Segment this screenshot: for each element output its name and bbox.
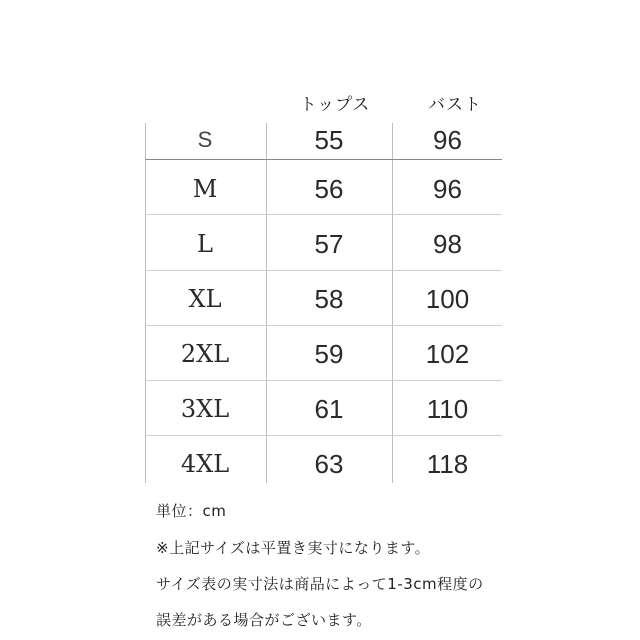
size-cell: 3XL <box>180 395 230 423</box>
tops-cell: 57 <box>314 229 344 259</box>
size-cell: S <box>197 127 213 152</box>
table-row <box>145 274 502 324</box>
bust-cell: 96 <box>433 174 462 204</box>
table-row <box>145 164 502 214</box>
header-bust: バスト <box>428 95 482 115</box>
bust-cell: 100 <box>425 284 470 314</box>
size-cell: L <box>197 230 213 258</box>
tops-cell: 63 <box>314 449 344 479</box>
size-cell: XL <box>188 285 222 313</box>
row-divider <box>145 325 502 326</box>
bust-cell: 96 <box>433 125 462 155</box>
measurement-note: ※上記サイズは平置き実寸になります。 <box>156 539 431 557</box>
bust-cell: 102 <box>425 339 470 369</box>
bust-cell: 110 <box>426 394 469 424</box>
unit-note: 単位：cm <box>156 502 227 520</box>
bust-cell: 118 <box>426 449 469 479</box>
header-tops: トップス <box>299 95 371 115</box>
bust-cell: 98 <box>433 229 462 259</box>
size-cell: 4XL <box>180 450 230 478</box>
row-divider <box>145 380 502 381</box>
table-row <box>145 115 502 165</box>
tops-cell: 58 <box>314 284 344 314</box>
tops-cell: 55 <box>314 125 344 155</box>
size-table <box>145 123 502 483</box>
size-cell: M <box>192 175 218 203</box>
tops-cell: 61 <box>314 394 344 424</box>
row-divider <box>145 214 502 215</box>
tolerance-note-line1: サイズ表の実寸法は商品によって1-3cm程度の <box>156 575 484 593</box>
tolerance-note-line2: 誤差がある場合がございます。 <box>156 611 372 629</box>
row-divider <box>145 270 502 271</box>
table-row <box>145 439 502 489</box>
tops-cell: 59 <box>314 339 344 369</box>
table-row <box>145 384 502 434</box>
tops-cell: 56 <box>314 174 344 204</box>
table-row <box>145 219 502 269</box>
size-cell: 2XL <box>180 340 230 368</box>
row-divider <box>145 435 502 436</box>
table-row <box>145 329 502 379</box>
